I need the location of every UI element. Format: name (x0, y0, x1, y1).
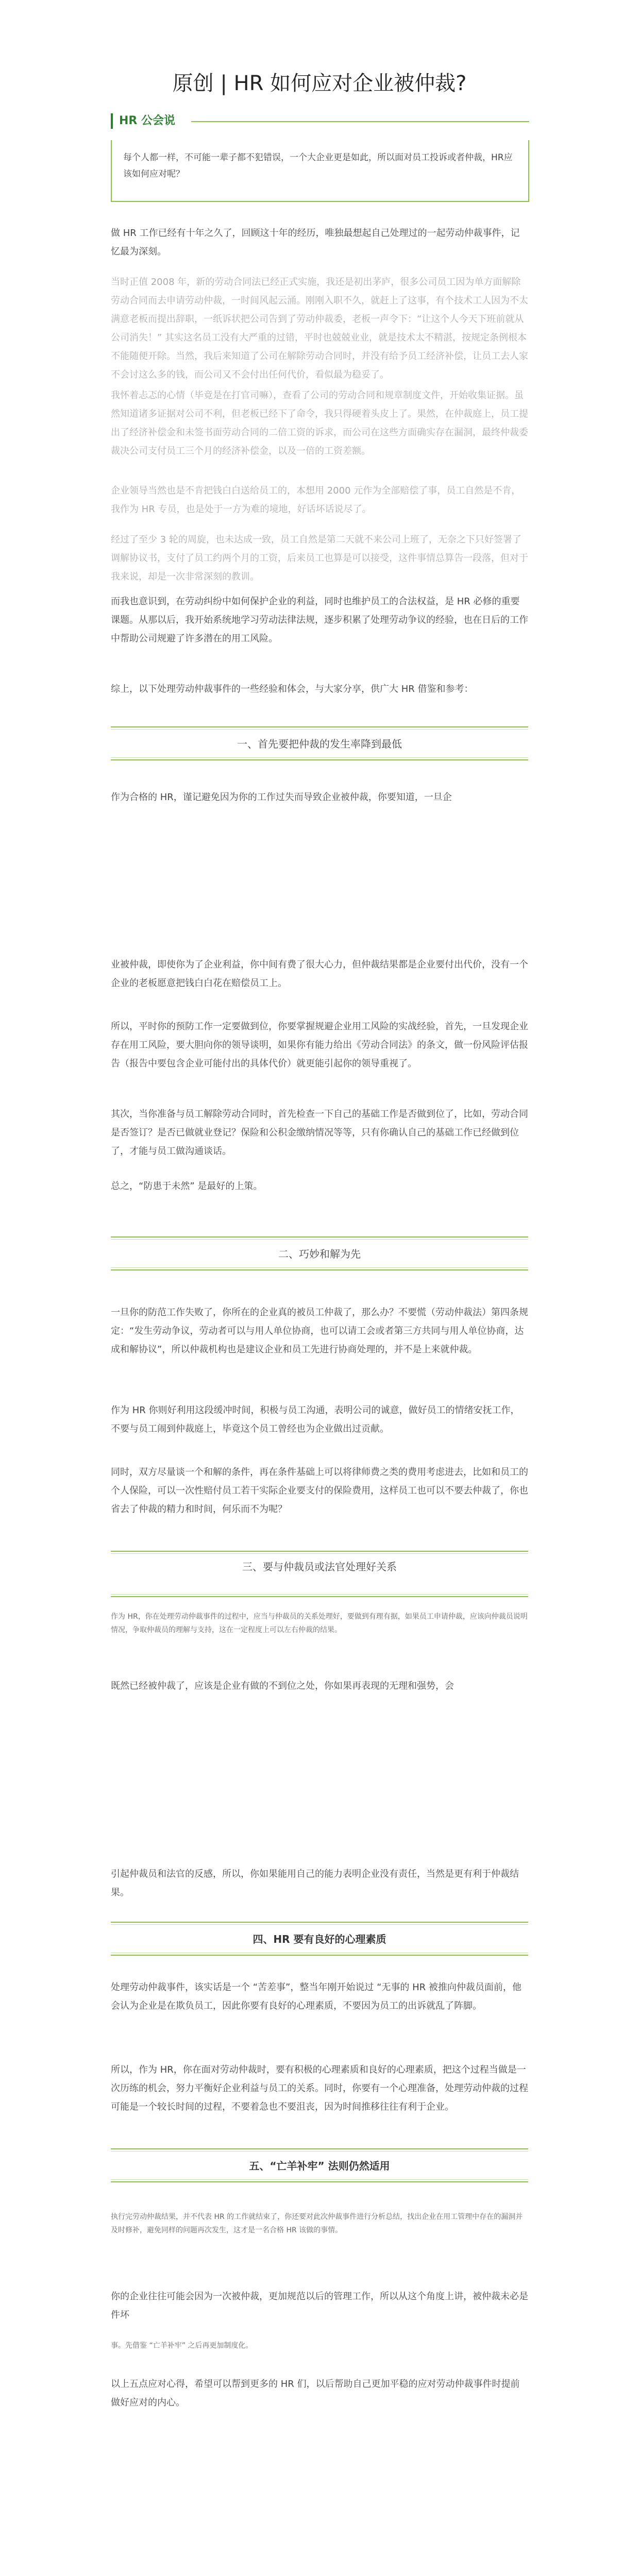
paragraph: 你的企业往往可能会因为一次被仲裁，更加规范以后的管理工作，所以从这个角度上讲，被仲裁未必是件坏 (111, 2291, 528, 2320)
section-title: 五、“亡羊补牢” 法则仍然适用 (249, 2160, 390, 2172)
paragraph: 作为合格的 HR，谨记避免因为你的工作过失而导致企业被仲裁，你要知道，一旦企 (111, 792, 452, 803)
paragraph: 处理劳动仲裁事件，该实话是一个 “苦差事”，整当年刚开始说过 “无事的 HR 被推向仲裁员面前，他会认为企业是在欺负员工，因此你要有良好的心理素质，不要因为员工的出诉就乱了阵脚。 (111, 1982, 522, 2011)
paragraph: 作为 HR 你则好利用这段缓冲时间，积极与员工沟通，表明公司的诚意，做好员工的情绪安抚工作，不要与员工闹到仲裁庭上，毕竟这个员工曾经也为企业做出过贡献。 (111, 1405, 520, 1434)
section-header (111, 726, 528, 760)
intro-text: 每个人都一样，不可能一辈子都不犯错误，一个大企业更是如此，所以面对员工投诉或者仲裁，HR应该如何应对呢？ (111, 140, 529, 202)
paragraph: 所以，平时你的预防工作一定要做到位，你要掌握规避企业用工风险的实战经验，首先，一旦发现企业存在用工风险，要大胆向你的领导谈明，如果你有能力给出《劳动合同法》的条文，做一份风险评估报告（报告中要包含企业可能付出的具体代价）就更能引起你的领导重视了。 (111, 1021, 528, 1069)
paragraph: 当时正值 2008 年，新的劳动合同法已经正式实施，我还是初出茅庐，很多公司员工因为单方面解除劳动合同而去申请劳动仲裁，一时间风起云涌。刚刚入职不久，就赶上了这事，有个技术工人因为不太满意老板而提出辞职，一纸诉状把公司告到了劳动仲裁委，老板一声令下：“让这个人今天下班前就从公司消失！” 其实这名员工没有大严重的过错，平时也兢兢业业，就是技术太不精湛，按规定条例根本不能随便开除。当然，我后来知道了公司在解除劳动合同时，并没有给予员工经济补偿，让员工去人家不会讨这么多的钱，而公司又不会付出任何代价，看似最为稳妥了。 (111, 277, 528, 380)
paragraph: 同时，双方尽量谈一个和解的条件，再在条件基础上可以将律师费之类的费用考虑进去，比如和员工的个人保险，可以一次性赔付员工若干实际企业要支付的保险费用，这样员工也可以不要去仲裁了，你也省去了仲裁的精力和时间，何乐而不为呢？ (111, 1467, 528, 1515)
section-title: 二、巧妙和解为先 (278, 1248, 361, 1260)
page-title: 原创 | HR 如何应对企业被仲裁? (172, 72, 467, 95)
paragraph: 作为 HR，你在处理劳动仲裁事件的过程中，应当与仲裁员的关系处理好，要做到有理有据，如果员工申请仲裁，应该向仲裁员说明情况，争取仲裁员的理解与支持，这在一定程度上可以左右仲裁的结果。 (111, 1613, 528, 1634)
paragraph: 做 HR 工作已经有十年之久了，回顾这十年的经历，唯独最想起自己处理过的一起劳动仲裁事件，记忆最为深刻。 (111, 228, 520, 257)
paragraph: 总之，“防患于未然” 是最好的上策。 (111, 1181, 263, 1192)
paragraph: 而我也意识到，在劳动纠纷中如何保护企业的利益，同时也维护员工的合法权益，是 HR 必修的重要课题。从那以后，我开始系统地学习劳动法律法规，逐步积累了处理劳动争议的经验，也在日后的工作中帮助公司规避了许多潜在的用工风险。 (111, 596, 528, 644)
paragraph: 所以，作为 HR，你在面对劳动仲裁时，要有积极的心理素质和良好的心理素质，把这个过程当做是一次历练的机会，努力平衡好企业利益与员工的关系。同时，你要有一个心理准备，处理劳动仲裁的过程可能是一个较长时间的过程，不要着急也不要沮丧，因为时间推移往往有利于企业。 (111, 2064, 528, 2112)
section-title: 三、要与仲裁员或法官处理好关系 (242, 1561, 397, 1573)
intro-badge: HR 公会说 (111, 113, 191, 129)
paragraph: 综上，以下处理劳动仲裁事件的一些经验和体会，与大家分享，供广大 HR 借鉴和参考： (111, 684, 474, 694)
paragraph: 经过了至少 3 轮的周旋，也未达成一致，员工自然是第二天就不来公司上班了，无奈之下只好签署了调解协议书，支付了员工约两个月的工资，后来员工也算是可以接受，这件事情总算告一段落，但对于我来说，却是一次非常深刻的教训。 (111, 534, 528, 582)
paragraph: 企业领导当然也是不肯把钱白白送给员工的，本想用 2000 元作为全部赔偿了事，员工自然是不肯，我作为 HR 专员，也是处于一方为难的境地，好话坏话说尽了。 (111, 485, 521, 515)
paragraph: 业被仲裁，即使你为了企业利益，你中间有费了很大心力，但仲裁结果都是企业要付出代价，没有一个企业的老板愿意把钱白白花在赔偿员工上。 (111, 959, 528, 989)
section-header (111, 2148, 528, 2182)
intro-box (111, 113, 529, 205)
paragraph: 引起仲裁员和法官的反感，所以，你如果能用自己的能力表明企业没有责任，当然是更有利于仲裁结果。 (111, 1869, 519, 1898)
paragraph: 一旦你的防范工作失败了，你所在的企业真的被员工仲裁了，那么办？不要慌（劳动仲裁法）第四条规定：“发生劳动争议，劳动者可以与用人单位协商，也可以请工会或者第三方共同与用人单位协商，达成和解协议”，所以仲裁机构也是建议企业和员工先进行协商处理的，并不是上来就仲裁。 (111, 1307, 528, 1355)
section-title: 一、首先要把仲裁的发生率降到最低 (237, 738, 402, 750)
paragraph: 执行完劳动仲裁结果，并不代表 HR 的工作就结束了，你还要对此次仲裁事件进行分析总结，找出企业在用工管理中存在的漏洞并及时修补，避免同样的问题再次发生，这才是一名合格 HR 该做的事情。 (111, 2213, 523, 2234)
section-title: 四、HR 要有良好的心理素质 (253, 1933, 386, 1945)
section-header (111, 1236, 528, 1270)
paragraph: 以上五点应对心得，希望可以帮到更多的 HR 们，以后帮助自己更加平稳的应对劳动仲裁事件时提前做好应对的内心。 (111, 2379, 520, 2408)
paragraph: 既然已经被仲裁了，应该是企业有做的不到位之处，你如果再表现的无理和强势，会 (111, 1681, 454, 1691)
section-header (111, 1922, 528, 1956)
paragraph: 其次，当你准备与员工解除劳动合同时，首先检查一下自己的基础工作是否做到位了，比如，劳动合同是否签订？是否已做就业登记？保险和公积金缴纳情况等等，只有你确认自己的基础工作已经做到位了，才能与员工做沟通谈话。 (111, 1109, 528, 1157)
paragraph: 我怀着忐忑的心情（毕竟是在打官司嘛），查看了公司的劳动合同和规章制度文件，开始收集证据。虽然知道诸多证据对公司不利，但老板已经下了命令，我只得硬着头皮上了。果然，在仲裁庭上，员工提出了经济补偿金和未签书面劳动合同的二倍工资的诉求，而公司在这些方面确实存在漏洞，最终仲裁委裁决公司支付员工三个月的经济补偿金，以及一倍的工资差额。 (111, 390, 528, 456)
section-header (111, 1551, 528, 1597)
paragraph: 事。先借鉴 “亡羊补牢” 之后再更加制度化。 (111, 2342, 253, 2350)
